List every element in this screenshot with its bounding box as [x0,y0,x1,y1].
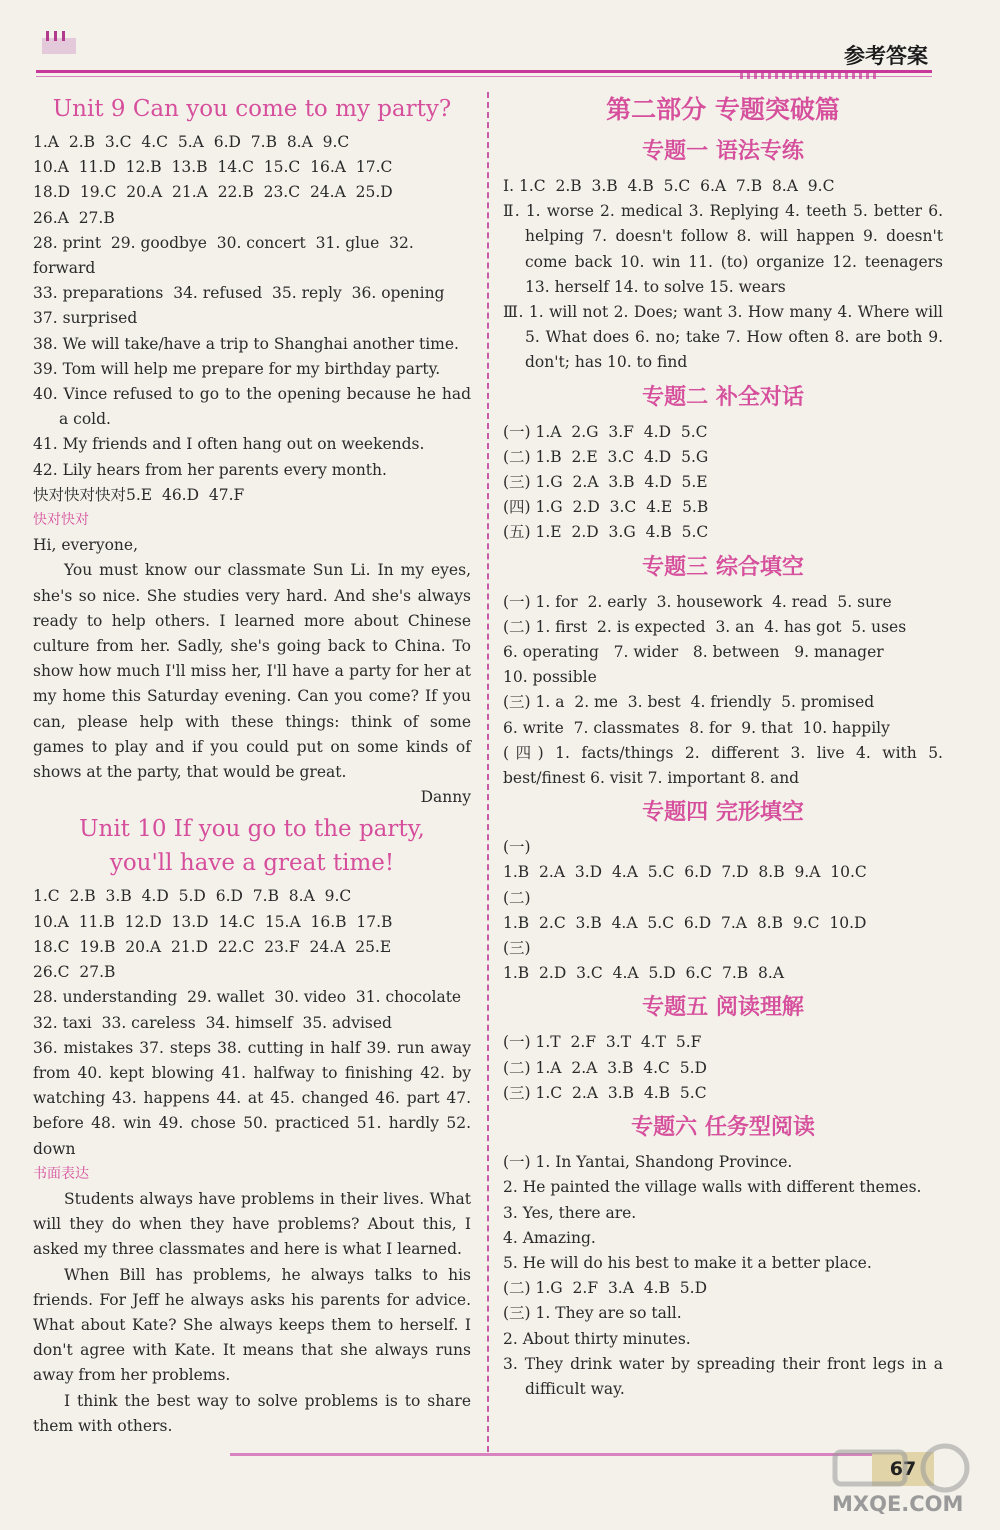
topic3-line: 6. write 7. classmates 8. for 9. that 10. happily [503,718,890,737]
column-divider [487,92,489,1452]
unit9-line: 37. surprised [33,309,138,328]
topic1-title: 专题一 语法专练 [642,139,804,164]
unit10-line: 18.C 19.B 20.A 21.D 22.C 23.F 24.A 25.E [33,937,392,956]
topic4-title: 专题四 完形填空 [642,800,804,826]
topic6-line: 5. He will do his best to make it a better place. [503,1253,872,1272]
topic2-line: (二) 1.B 2.E 3.C 4.D 5.G [503,447,709,466]
unit10-title-line1: Unit 10 If you go to the party, [79,816,425,843]
unit10-line: 36. mistakes 37. steps 38. cutting in half 39. run away from 40. kept blowing 41. halfway to finishing 42. by watching 43. happens 44. at 45. changed 46. part 47. before 48. win 49. chose 50. practiced 51. hardly 52. down [33,1038,471,1158]
topic6-line: 3. They drink water by spreading their front legs in a difficult way. [503,1354,943,1398]
topic4-line: (三) [503,939,531,958]
unit9-essay: You must know our classmate Sun Li. In my eyes, she's so nice. She studies very hard. And she's always ready to help others. I learned more about Chinese culture from her. Sadly, she's going back to China. To show how much I'll miss her, I'll have a party for her at my home this Saturday evening. Can you come? If you can, please help with these things: think of some games to play and if you could put on some kinds of shows at the party, that would be great. [33,561,471,782]
unit10-line: 32. taxi 33. careless 34. himself 35. advised [33,1013,392,1032]
unit9-line: 42. Lily hears from her parents every month. [33,460,387,479]
topic4-line: (二) [503,888,531,907]
unit9-writing-label: 快对快对 [33,512,89,529]
topic4-line: 1.B 2.A 3.D 4.A 5.C 6.D 7.D 8.B 9.A 10.C [503,863,867,882]
part-title: 第二部分 专题突破篇 [606,95,840,124]
right-column [503,90,943,1402]
topic2-title: 专题二 补全对话 [642,384,804,410]
unit9-line: 28. print 29. goodbye 30. concert 31. glue 32. forward [33,233,419,278]
topic4-line: 1.B 2.D 3.C 4.A 5.D 6.C 7.B 8.A [503,964,785,983]
header-dots [740,73,880,79]
unit10-essay-p3: I think the best way to solve problems is to share them with others. [33,1391,471,1435]
unit9-line: 38. We will take/have a trip to Shanghai another time. [33,334,459,353]
topic6-title: 专题六 任务型阅读 [631,1115,815,1141]
topic5-line: (二) 1.A 2.A 3.B 4.C 5.D [503,1058,707,1077]
topic3-line: 10. possible [503,668,597,687]
topic3-title: 专题三 综合填空 [642,554,804,580]
topic4-line: (一) [503,838,531,857]
book-logo-icon [40,28,78,56]
topic6-line: (二) 1.G 2.F 3.A 4.B 5.D [503,1279,708,1298]
unit9-line: 40. Vince refused to go to the opening because he had a cold. [33,385,471,429]
unit10-title-line2: you'll have a great time! [109,850,395,877]
topic3-line: (二) 1. first 2. is expected 3. an 4. has got 5. uses [503,617,907,636]
topic3-line: (四) 1. facts/things 2. different 3. live 4. with 5. best/finest 6. visit 7. important 8. and [503,743,943,788]
topic3-line: (三) 1. a 2. me 3. best 4. friendly 5. promised [503,693,875,712]
unit9-line: 39. Tom will help me prepare for my birthday party. [33,359,441,378]
topic2-line: (四) 1.G 2.D 3.C 4.E 5.B [503,498,709,517]
unit9-line: 快对快对快对5.E 46.D 47.F [33,485,245,504]
topic2-line: (五) 1.E 2.D 3.G 4.B 5.C [503,523,709,542]
topic3-line: 6. operating 7. wider 8. between 9. manager [503,643,884,662]
unit9-greeting: Hi, everyone, [33,536,139,555]
page-number: 67 [872,1452,934,1486]
unit10-essay-p2: When Bill has problems, he always talks to his friends. For Jeff he always asks his parents for advice. What about Kate? She always keeps them to herself. I don't agree with Kate. It means that she always runs away from her problems. [33,1265,471,1385]
topic2-line: (一) 1.A 2.G 3.F 4.D 5.C [503,422,708,441]
unit10-line: 26.C 27.B [33,963,116,982]
unit9-line: 26.A 27.B [33,208,115,227]
topic6-line: (三) 1. They are so tall. [503,1304,682,1323]
header-title: 参考答案 [844,43,928,68]
topic6-line: (一) 1. In Yantai, Shandong Province. [503,1153,793,1172]
unit10-writing-label: 书面表达 [33,1165,89,1182]
unit10-line: 10.A 11.B 12.D 13.D 14.C 15.A 16.B 17.B [33,912,393,931]
unit9-signature: Danny [420,788,471,807]
topic6-line: 2. He painted the village walls with different themes. [503,1178,922,1197]
topic1-line: Ⅱ. 1. worse 2. medical 3. Replying 4. teeth 5. better 6. helping 7. doesn't follow 8. will happen 9. doesn't come back 10. win 11. (to) organize 12. teenagers 13. herself 14. to solve 15. wears [503,202,943,296]
topic1-line: Ⅰ. 1.C 2.B 3.B 4.B 5.C 6.A 7.B 8.A 9.C [503,177,835,195]
unit9-line: 41. My friends and I often hang out on weekends. [33,435,425,454]
unit9-line: 18.D 19.C 20.A 21.A 22.B 23.C 24.A 25.D [33,183,393,202]
watermark-text: MXQE.COM [832,1492,964,1516]
unit9-line: 1.A 2.B 3.C 4.C 5.A 6.D 7.B 8.A 9.C [33,133,350,151]
unit9-line: 10.A 11.D 12.B 13.B 14.C 15.C 16.A 17.C [33,158,393,177]
topic2-line: (三) 1.G 2.A 3.B 4.D 5.E [503,473,708,492]
topic6-line: 2. About thirty minutes. [503,1329,691,1348]
left-column [33,90,471,1439]
unit10-line: 28. understanding 29. wallet 30. video 31. chocolate [33,988,462,1007]
topic6-line: 4. Amazing. [503,1228,596,1247]
topic5-line: (三) 1.C 2.A 3.B 4.B 5.C [503,1083,707,1102]
topic6-line: 3. Yes, there are. [503,1203,637,1222]
topic4-line: 1.B 2.C 3.B 4.A 5.C 6.D 7.A 8.B 9.C 10.D [503,913,867,932]
unit9-line: 33. preparations 34. refused 35. reply 36. opening [33,284,445,303]
topic5-line: (一) 1.T 2.F 3.T 4.T 5.F [503,1033,702,1052]
unit9-title: Unit 9 Can you come to my party? [52,96,452,122]
topic5-title: 专题五 阅读理解 [642,995,804,1021]
topic3-line: (一) 1. for 2. early 3. housework 4. read 5. sure [503,592,892,611]
unit10-line: 1.C 2.B 3.B 4.D 5.D 6.D 7.B 8.A 9.C [33,887,352,906]
topic1-line: Ⅲ. 1. will not 2. Does; want 3. How many 4. Where will 5. What does 6. no; take 7. How often 8. are both 9. don't; has 10. to find [503,303,943,372]
unit10-essay-p1: Students always have problems in their lives. What will they do when they have problems? About this, I asked my three classmates and here is what I learned. [33,1189,471,1259]
